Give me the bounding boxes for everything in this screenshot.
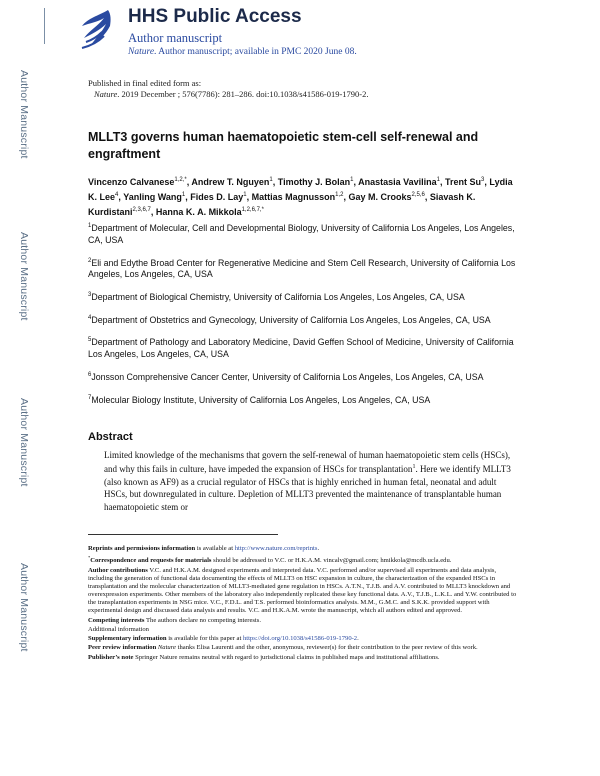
supplementary-note: Supplementary information is available for this paper at https://doi.org/10.1038/s41586-019-1790-2. bbox=[88, 635, 359, 643]
sidebar-label: Author Manuscript bbox=[18, 563, 30, 652]
author: Vincenzo Calvanese$^{1,2,*}$ bbox=[88, 177, 187, 187]
citation-journal: Nature bbox=[94, 89, 118, 99]
publication-info bbox=[88, 78, 369, 100]
author: Timothy J. Bolan$^1$ bbox=[277, 177, 354, 187]
author: Gay M. Crooks$^{2,5,6}$ bbox=[348, 192, 425, 203]
sidebar-label: Author Manuscript bbox=[18, 232, 30, 321]
affiliation: $^5$Department of Pathology and Laboratory Medicine, David Geffen School of Medicine, University of California Los Angeles, Los Angeles, CA, USA bbox=[88, 337, 514, 360]
author: Siavash K. Kurdistani$^{2,3,6,7}$ bbox=[88, 192, 476, 218]
availability-text: . Author manuscript; available in PMC 2020 June 08. bbox=[154, 47, 357, 57]
header bbox=[78, 6, 578, 66]
author: Fides D. Lay$^1$ bbox=[190, 192, 247, 203]
additional-info-label: Additional information bbox=[88, 625, 149, 633]
doi-link[interactable]: https://doi.org/10.1038/s41586-019-1790-2 bbox=[242, 635, 358, 643]
author: Andrew T. Nguyen$^1$ bbox=[191, 177, 273, 187]
footnote-divider bbox=[88, 534, 278, 535]
header-divider bbox=[44, 8, 45, 44]
author: Hanna K. A. Mikkola$^{1,2,6,7,*}$ bbox=[155, 207, 264, 218]
affiliation: $^7$Molecular Biology Institute, University of California Los Angeles, Los Angeles, CA, USA bbox=[88, 394, 431, 405]
author: Yanling Wang$^1$ bbox=[123, 192, 186, 203]
correspondence-note: *Correspondence and requests for materials should be addressed to V.C. or H.K.A.M. vincalv@gmail.com; hmikkola@mcdb.ucla.edu. bbox=[88, 555, 452, 565]
publisher-note: Publisher’s note Springer Nature remains neutral with regard to jurisdictional claims in published maps and institutional affiliations. bbox=[88, 653, 440, 661]
author: Mattias Magnusson$^{1,2}$ bbox=[251, 192, 344, 203]
author: Trent Su$^3$ bbox=[445, 177, 485, 187]
hhs-eagle-logo-icon bbox=[78, 6, 118, 52]
paper-title: MLLT3 governs human haematopoietic stem-cell self-renewal and engraftment bbox=[88, 130, 479, 161]
availability-note bbox=[128, 47, 357, 57]
published-label: Published in final edited form as: bbox=[88, 78, 202, 88]
citation-text: . 2019 December ; 576(7786): 281–286. doi:10.1038/s41586-019-1790-2. bbox=[117, 89, 369, 99]
author-list: Vincenzo Calvanese$^{1,2,*}$, Andrew T. Nguyen$^1$, Timothy J. Bolan$^1$, Anastasia Vavilina$^1$, Trent Su$^3$, Lydia K. Lee$^4$, Yanling Wang$^1$, Fides D. Lay$^1$, Mattias Magnusson$^{1,2}$, Gay M. Crooks$^{2,5,6}$, Siavash K. Kurdistani$^{2,3,6,7}$, Hanna K. A. Mikkola$^{1,2,6,7,*}$ bbox=[88, 177, 513, 218]
affiliation: $^6$Jonsson Comprehensive Cancer Center, University of California Los Angeles, Los Angeles, CA, USA bbox=[88, 371, 484, 382]
reprints-note: Reprints and permissions information is available at http://www.nature.com/reprints. bbox=[88, 545, 320, 552]
citation bbox=[88, 89, 369, 100]
affiliation: $^1$Department of Molecular, Cell and Developmental Biology, University of California Los Angeles, Los Angeles, CA, USA bbox=[88, 222, 515, 245]
affiliation: $^4$Department of Obstetrics and Gynecology, University of California Los Angeles, Los Angeles, CA, USA bbox=[88, 314, 491, 325]
footnotes bbox=[88, 545, 520, 663]
sidebar-label: Author Manuscript bbox=[18, 398, 30, 487]
affiliation-list bbox=[88, 221, 520, 415]
affiliation: $^2$Eli and Edythe Broad Center for Regenerative Medicine and Stem Cell Research, University of California Los Angeles, Los Angeles, CA, USA bbox=[88, 257, 516, 280]
author: Lydia K. Lee$^4$ bbox=[88, 177, 513, 203]
reprints-link[interactable]: http://www.nature.com/reprints bbox=[234, 545, 318, 552]
peer-review-note: Peer review information Nature thanks Elisa Laurenti and the other, anonymous, reviewer(s) for their contribution to the peer review of this work. bbox=[88, 644, 478, 652]
journal-name: Nature bbox=[128, 47, 155, 57]
author-manuscript-label: Author manuscript bbox=[128, 31, 223, 45]
abstract-text: Limited knowledge of the mechanisms that govern the self-renewal of human haematopoietic stem cells (HSCs), and why this fails in culture, have impeded the expansion of HSCs for transplantation$^1$. Here we identify MLLT3 (also known as AF9) as a crucial regulator of HSCs that is highly enriched in human fetal, neonatal and adult HSCs, but downregulated in culture. Depletion of MLLT3 prevented the maintenance of transplantable human haematopoietic stem or bbox=[104, 450, 511, 512]
competing-interests-note: Competing interests The authors declare no competing interests. bbox=[88, 616, 261, 624]
affiliation: $^3$Department of Biological Chemistry, University of California Los Angeles, Los Angeles, CA, USA bbox=[88, 291, 465, 302]
contributions-note: Author contributions V.C. and H.K.A.M. designed experiments and interpreted data. V.C. performed and/or supervised all experiments and data analysis, including the generation of functional data documenting the effects of MLLT3 on HSC expansion in culture, the characterization of the expanded HSCs in transplantation and the molecular characterization of MLLT3-mediated gene regulation in HSCs. A.T.N., T.J.B. and A.V. contributed to MLLT3 knockdown and overexpression experiments. Other members of the laboratory also independently replicated these key functional data. A.V., T.J.B., L.K.L. and Y.W. contributed to the transplantation experiments in NSG mice. V.C., F.D.L. and T.S. performed bioinformatics analysis. M.M., G.M.C. and S.K.K. provided support with experimental design and discussed data analysis and results. V.C. and H.K.A.M. wrote the manuscript, which all authors edited and approved. bbox=[88, 566, 517, 615]
sidebar-label: Author Manuscript bbox=[18, 70, 30, 159]
sidebar bbox=[0, 0, 40, 776]
abstract-heading: Abstract bbox=[88, 431, 133, 443]
author: Anastasia Vavilina$^1$ bbox=[358, 177, 441, 187]
hhs-title: HHS Public Access bbox=[128, 6, 302, 27]
